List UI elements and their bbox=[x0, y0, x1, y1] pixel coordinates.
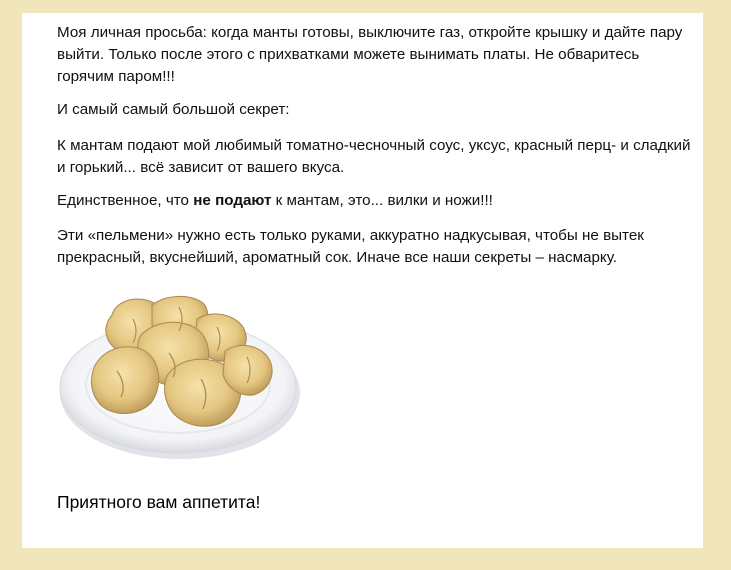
paragraph-eat-by-hand: Эти «пельмени» нужно есть только руками, аккуратно надкусывая, чтобы не вытек прекрасный, вкуснейший, ароматный сок. Иначе все наши секреты – насмарку. bbox=[57, 227, 644, 266]
paragraph-serving-advice: Моя личная просьба: когда манты готовы, выключите газ, откройте крышку и дайте пару выйти. Только после этого с прихватками можете вынимать платы. Не обваритесь горячим паром!!! bbox=[57, 24, 683, 85]
no-cutlery-text-end: к мантам, это... вилки и ножи!!! bbox=[271, 192, 493, 209]
no-cutlery-emphasis: не подают bbox=[193, 192, 272, 209]
no-cutlery-text-start: Единственное, что bbox=[57, 192, 194, 209]
paragraph-secret-heading: И самый самый большой секрет: bbox=[57, 101, 290, 118]
paragraph-sauces: К мантам подают мой любимый томатно-чесночный соус, уксус, красный перц- и сладкий и горький... всё зависит от вашего вкуса. bbox=[57, 137, 691, 176]
manti-plate-photo bbox=[57, 275, 307, 465]
closing-line: Приятного вам аппетита! bbox=[57, 492, 261, 512]
article-page bbox=[22, 13, 703, 548]
paragraph-no-cutlery bbox=[57, 190, 697, 212]
